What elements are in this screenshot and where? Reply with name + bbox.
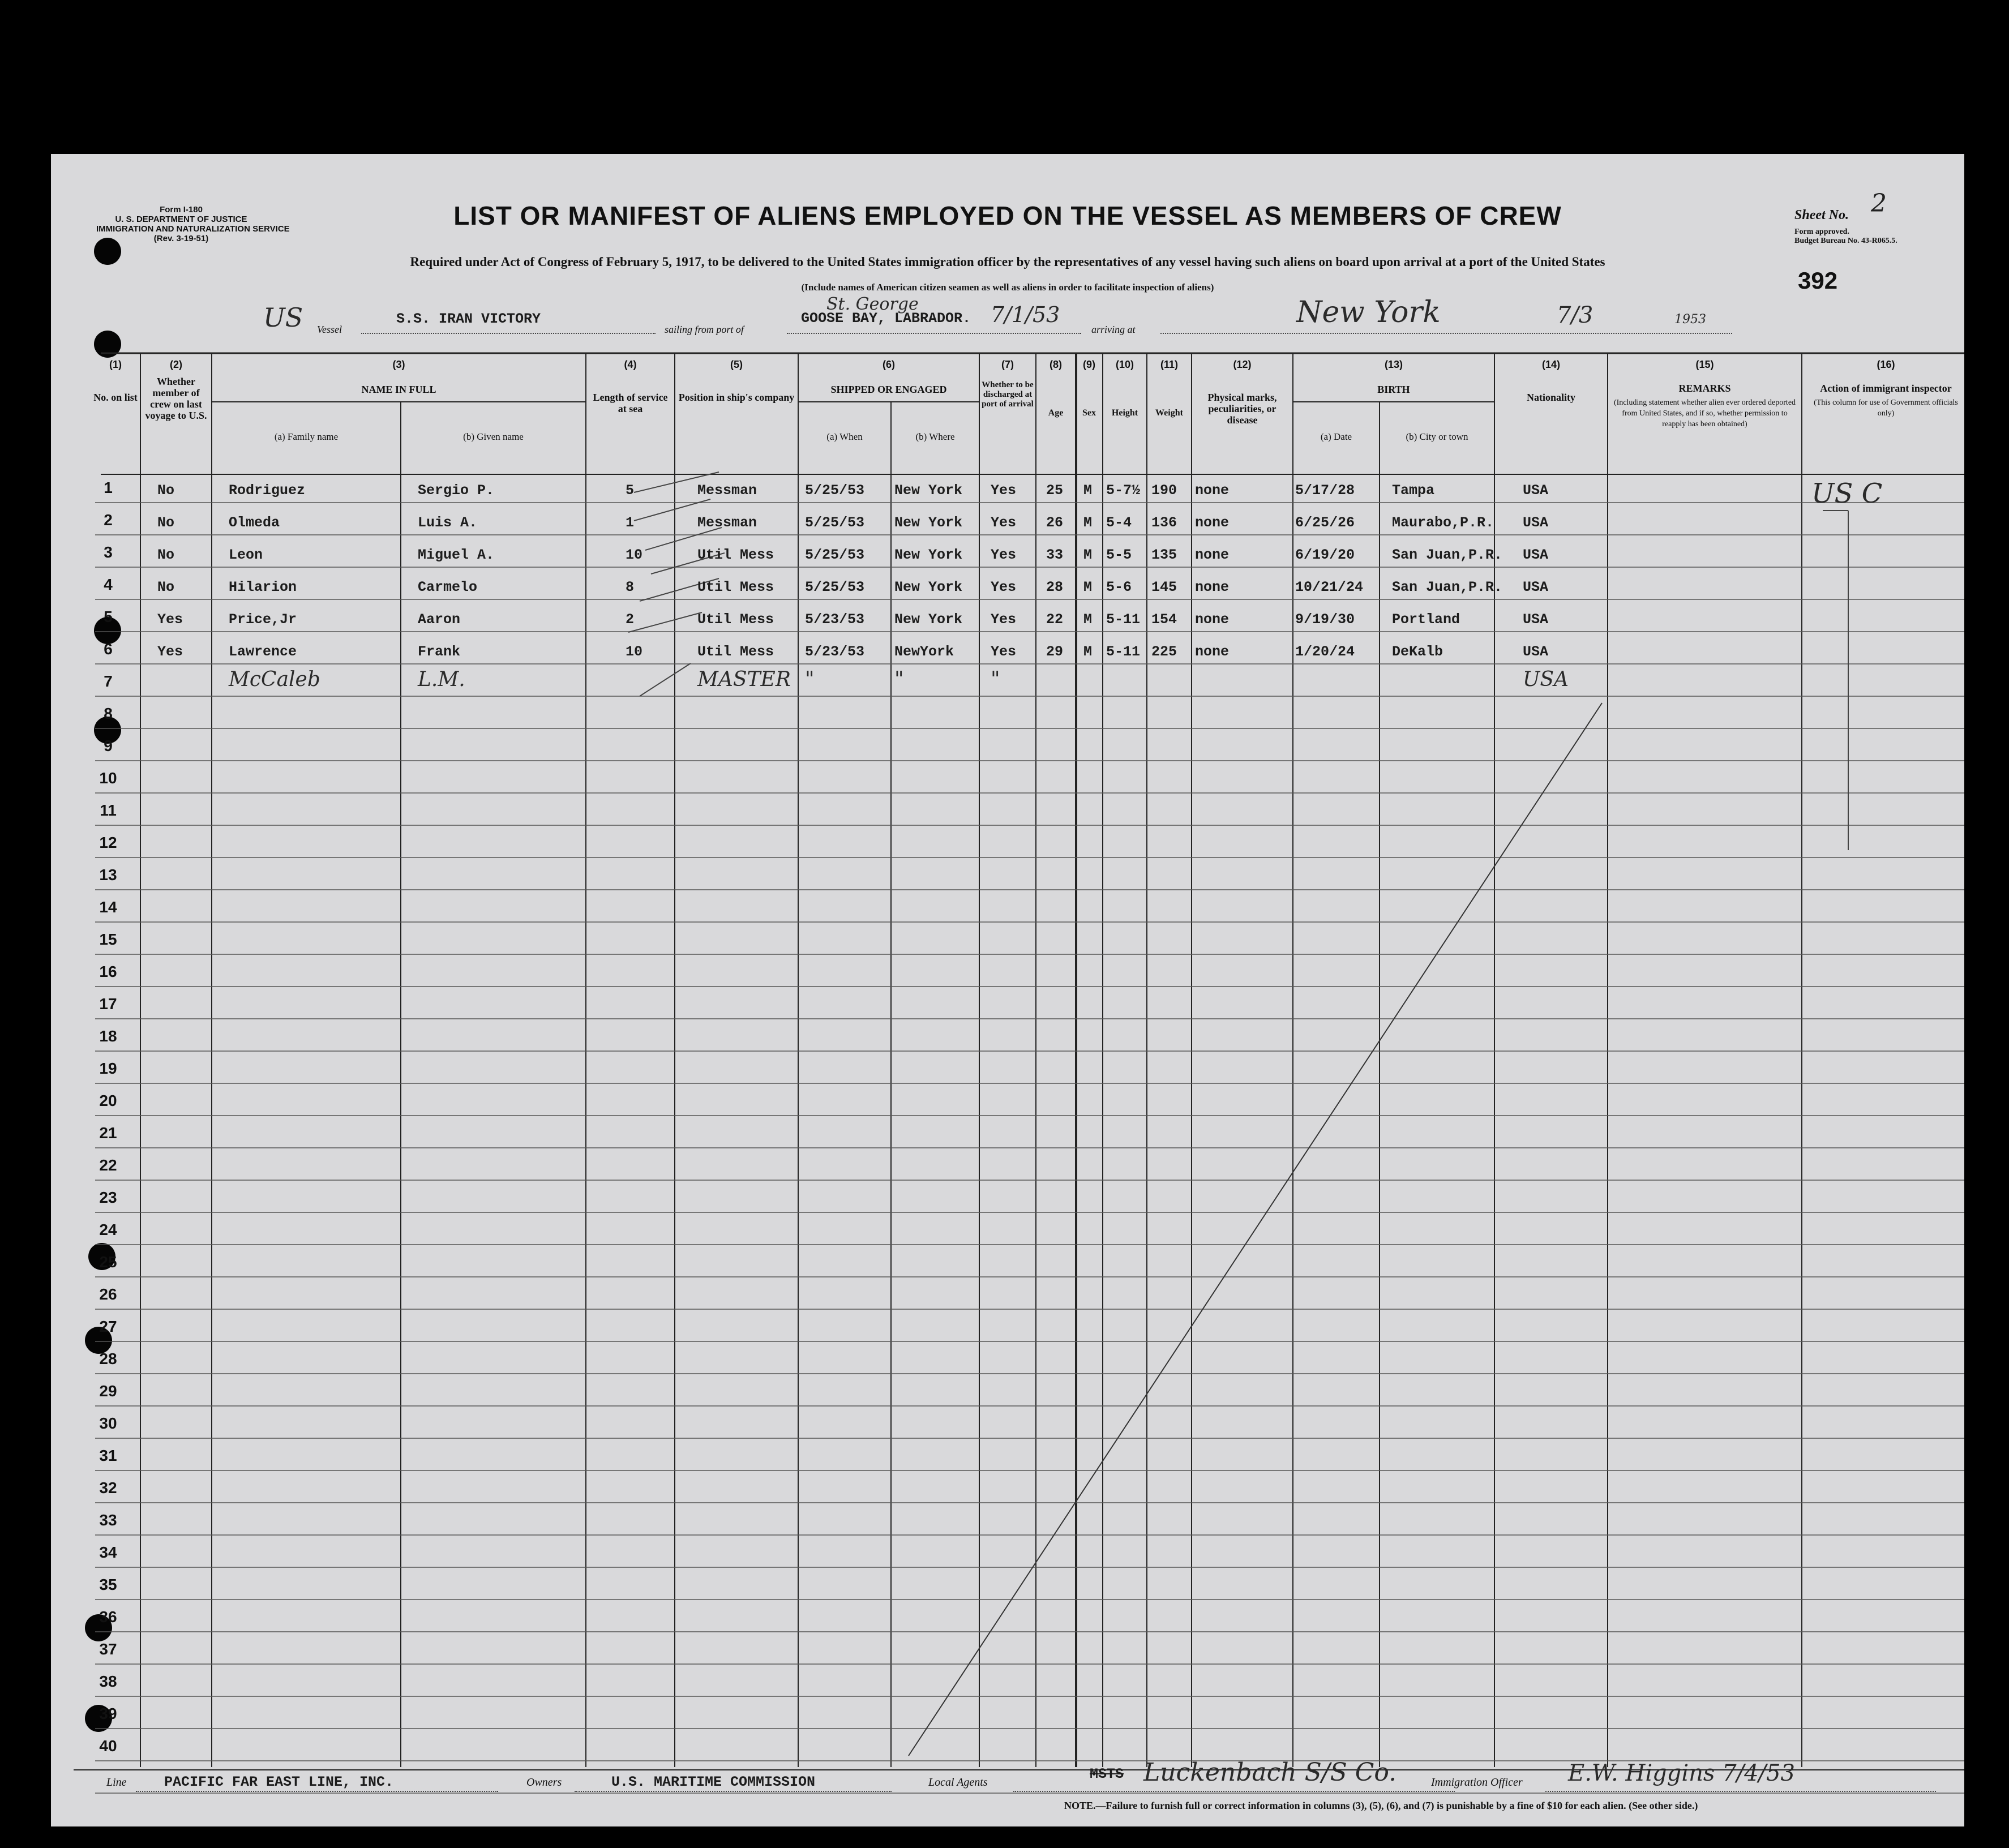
row-number: 21	[99, 1124, 117, 1142]
column-header-name-in-full: NAME IN FULL	[361, 384, 436, 395]
birth-city-cell: Portland	[1392, 611, 1460, 628]
row-number: 17	[99, 995, 117, 1013]
nationality-cell: USA	[1523, 482, 1549, 499]
column-header-inspector-action: Action of immigrant inspector	[1820, 383, 1952, 394]
physical-marks-cell: none	[1195, 611, 1230, 628]
given-name-cell: Aaron	[418, 611, 461, 628]
family-name-cell: Rodriguez	[229, 482, 306, 499]
column-header-prior-voyage: Whether member of crew on last voyage to U.S.	[145, 376, 207, 421]
prior-voyage-cell: No	[157, 547, 175, 563]
nationality-cell: USA	[1523, 668, 1569, 691]
shipped-place-cell: NewYork	[894, 644, 954, 660]
line-underline	[136, 1791, 498, 1792]
birth-city-cell: DeKalb	[1392, 644, 1443, 660]
column-header-birth: BIRTH	[1377, 384, 1410, 395]
weight-cell: 136	[1151, 514, 1177, 531]
shipped-date-cell: 5/23/53	[805, 611, 865, 628]
officer-label: Immigration Officer	[1431, 1776, 1523, 1789]
column-header-nationality: Nationality	[1526, 392, 1575, 403]
column-header-sex: Sex	[1082, 408, 1096, 418]
given-name-cell: Luis A.	[418, 514, 478, 531]
age-cell: 26	[1046, 514, 1064, 531]
position-cell: Util Mess	[697, 644, 774, 660]
shipped-date-cell: 5/25/53	[805, 579, 865, 595]
physical-marks-cell: none	[1195, 547, 1230, 563]
column-number-sex: (9)	[1083, 359, 1095, 370]
row-number: 31	[99, 1447, 117, 1464]
form-revision: (Rev. 3-19-51)	[153, 234, 209, 243]
discharge-cell: Yes	[991, 611, 1017, 628]
row-number: 13	[99, 866, 117, 884]
document-number: 392	[1798, 267, 1838, 294]
arriving-label: arriving at	[1091, 324, 1136, 335]
position-cell: Util Mess	[697, 547, 774, 563]
physical-marks-cell: none	[1195, 514, 1230, 531]
birth-date-cell: 1/20/24	[1295, 644, 1355, 660]
discharge-cell: Yes	[991, 547, 1017, 563]
row-number: 37	[99, 1640, 117, 1658]
row-number: 8	[104, 705, 113, 722]
discharge-cell: "	[991, 668, 1000, 691]
sex-cell: M	[1083, 579, 1093, 595]
shipped-date-cell: 5/25/53	[805, 547, 865, 563]
column-number-remarks: (15)	[1695, 359, 1714, 370]
family-name-cell: Leon	[229, 547, 263, 563]
arrival-date: 7/3	[1557, 302, 1594, 328]
birth-city-cell: San Juan,P.R.	[1392, 579, 1503, 595]
page-subtitle: Required under Act of Congress of February 5, 1917, to be delivered to the United States immigration officer by the representatives of any vessel having such aliens on board upon arrival at a port of the United States	[410, 255, 1605, 269]
column-header-age: Age	[1048, 408, 1064, 418]
column-number-inspector-action: (16)	[1877, 359, 1895, 370]
height-cell: 5-11	[1106, 611, 1141, 628]
position-cell: MASTER	[697, 668, 791, 691]
row-number: 1	[104, 479, 113, 496]
shipped-date-cell: "	[805, 668, 815, 691]
family-name-cell: Hilarion	[229, 579, 297, 595]
manifest-sheet	[51, 154, 1964, 1826]
height-cell: 5-4	[1106, 514, 1132, 531]
column-number-weight: (11)	[1160, 359, 1179, 370]
service-length-cell: 2	[626, 611, 635, 628]
birth-date-cell: 5/17/28	[1295, 482, 1355, 499]
subheader-family-name: (a) Family name	[274, 431, 339, 442]
service-tick-mark	[628, 612, 702, 632]
column-subheader-remarks: (Including statement whether alien ever ordered deported from United States, and if so, whether permission to reapply has been obtained)	[1613, 398, 1796, 428]
age-cell: 25	[1046, 482, 1064, 499]
service-length-cell: 8	[626, 579, 635, 595]
owners-name: U.S. MARITIME COMMISSION	[611, 1774, 816, 1790]
physical-marks-cell: none	[1195, 482, 1230, 499]
row-number: 23	[99, 1189, 117, 1206]
row-number: 32	[99, 1479, 117, 1497]
shipped-date-cell: 5/25/53	[805, 514, 865, 531]
sailing-port-handwritten: St. George	[826, 294, 919, 314]
given-name-cell: Frank	[418, 644, 461, 660]
row-number: 34	[99, 1543, 117, 1561]
row-number: 12	[99, 834, 117, 851]
discharge-cell: Yes	[991, 514, 1017, 531]
discharge-cell: Yes	[991, 579, 1017, 595]
row-number: 11	[100, 801, 117, 819]
arrival-year: 1953	[1674, 312, 1706, 327]
column-number-discharge: (7)	[1001, 359, 1014, 370]
officer-underline	[1545, 1791, 1936, 1792]
position-cell: Messman	[697, 514, 757, 531]
row-number: 28	[99, 1350, 117, 1367]
row-number: 20	[99, 1092, 117, 1109]
nationality-cell: USA	[1523, 547, 1549, 563]
height-cell: 5-11	[1106, 644, 1141, 660]
officer-signature: E.W. Higgins 7/4/53	[1568, 1760, 1795, 1786]
weight-cell: 154	[1151, 611, 1177, 628]
row-number: 38	[99, 1673, 117, 1690]
sex-cell: M	[1083, 547, 1093, 563]
birth-date-cell: 9/19/30	[1295, 611, 1355, 628]
birth-date-cell: 10/21/24	[1295, 579, 1364, 595]
birth-date-cell: 6/25/26	[1295, 514, 1355, 531]
column-header-weight: Weight	[1155, 408, 1183, 418]
row-number: 39	[99, 1705, 117, 1722]
sailing-label: sailing from port of	[665, 324, 744, 335]
position-cell: Messman	[697, 482, 757, 499]
owners-underline	[575, 1791, 892, 1792]
service-length-cell: 10	[626, 644, 643, 660]
sheet-number-label: Sheet No.	[1794, 208, 1849, 222]
line-label: Line	[106, 1776, 127, 1789]
approval-text: Form approved.	[1794, 228, 1849, 236]
discharge-cell: Yes	[991, 644, 1017, 660]
row-number: 2	[104, 511, 113, 529]
subheader-birth-date: (a) Date	[1320, 431, 1352, 442]
nationality-cell: USA	[1523, 514, 1549, 531]
row-number: 3	[104, 543, 113, 561]
nationality-cell: USA	[1523, 611, 1549, 628]
row-number: 29	[99, 1382, 117, 1400]
row-number: 25	[99, 1253, 117, 1271]
agents-struck: MSTS	[1090, 1766, 1124, 1782]
shipped-date-cell: 5/23/53	[805, 644, 865, 660]
owners-label: Owners	[526, 1776, 562, 1789]
service-name: IMMIGRATION AND NATURALIZATION SERVICE	[96, 224, 290, 234]
row-number: 14	[99, 898, 117, 916]
age-cell: 33	[1046, 547, 1064, 563]
age-cell: 22	[1046, 611, 1064, 628]
row-number: 19	[99, 1060, 117, 1077]
row-number: 7	[104, 672, 113, 690]
sailing-date: 7/1/53	[991, 302, 1060, 327]
height-cell: 5-7½	[1106, 482, 1141, 499]
prior-voyage-cell: No	[157, 482, 175, 499]
service-length-cell: 5	[626, 482, 635, 499]
family-name-cell: McCaleb	[229, 668, 320, 691]
weight-cell: 190	[1151, 482, 1177, 499]
column-header-height: Height	[1111, 408, 1138, 418]
weight-cell: 225	[1151, 644, 1177, 660]
given-name-cell: Sergio P.	[418, 482, 495, 499]
family-name-cell: Price,Jr	[229, 611, 297, 628]
given-name-cell: Miguel A.	[418, 547, 495, 563]
family-name-cell: Lawrence	[229, 644, 297, 660]
row-number: 30	[99, 1414, 117, 1432]
column-number-age: (8)	[1050, 359, 1062, 370]
weight-cell: 145	[1151, 579, 1177, 595]
row-number: 6	[104, 640, 113, 658]
shipped-place-cell: "	[894, 668, 904, 691]
row-number: 33	[99, 1511, 117, 1529]
column-number-height: (10)	[1115, 359, 1134, 370]
shipped-place-cell: New York	[894, 482, 963, 499]
given-name-cell: L.M.	[418, 668, 465, 691]
column-number-name-in-full: (3)	[392, 359, 405, 370]
row-number: 9	[104, 737, 113, 754]
agents-name: Luckenbach S/S Co.	[1143, 1758, 1397, 1787]
vessel-label: Vessel	[317, 324, 342, 335]
column-header-discharge: Whether to be discharged at port of arrival	[982, 380, 1034, 409]
prior-voyage-cell: No	[157, 514, 175, 531]
row-number: 27	[99, 1318, 117, 1335]
sex-cell: M	[1083, 514, 1093, 531]
birth-city-cell: Maurabo,P.R.	[1392, 514, 1494, 531]
subheader-birth-city: (b) City or town	[1406, 431, 1468, 442]
height-cell: 5-5	[1106, 547, 1132, 563]
physical-marks-cell: none	[1195, 644, 1230, 660]
vessel-name: S.S. IRAN VICTORY	[396, 311, 541, 327]
cancellation-line	[909, 703, 1602, 1756]
sailing-port: GOOSE BAY, LABRADOR.	[801, 310, 971, 327]
age-cell: 29	[1046, 644, 1064, 660]
shipped-place-cell: New York	[894, 611, 963, 628]
service-length-cell: 10	[626, 547, 643, 563]
nationality-cell: USA	[1523, 644, 1549, 660]
column-number-nationality: (14)	[1541, 359, 1560, 370]
service-length-cell: 1	[626, 514, 635, 531]
sex-cell: M	[1083, 611, 1093, 628]
agents-label: Local Agents	[928, 1776, 988, 1789]
sex-cell: M	[1083, 644, 1093, 660]
voyage-mark: US	[263, 302, 303, 333]
row-number: 4	[104, 576, 113, 593]
column-header-physical-marks: Physical marks, peculiarities, or disease	[1207, 392, 1277, 426]
arrival-port: New York	[1296, 295, 1441, 329]
line-name: PACIFIC FAR EAST LINE, INC.	[164, 1774, 394, 1790]
row-number: 26	[99, 1285, 117, 1303]
age-cell: 28	[1046, 579, 1064, 595]
row-number: 35	[99, 1576, 117, 1593]
height-cell: 5-6	[1106, 579, 1132, 595]
subheader-given-name: (b) Given name	[463, 431, 524, 442]
column-subheader-inspector-action: (This column for use of Government officials only)	[1814, 398, 1958, 418]
given-name-cell: Carmelo	[418, 579, 478, 595]
shipped-place-cell: New York	[894, 514, 963, 531]
prior-voyage-cell: No	[157, 579, 175, 595]
inspector-mark: US C	[1811, 478, 1883, 509]
row-number: 10	[99, 769, 117, 787]
row-number: 36	[99, 1608, 117, 1626]
shipped-place-cell: New York	[894, 547, 963, 563]
sex-cell: M	[1083, 482, 1093, 499]
column-number-position: (5)	[730, 359, 743, 370]
form-number: Form I-180	[160, 205, 203, 215]
physical-marks-cell: none	[1195, 579, 1230, 595]
prior-voyage-cell: Yes	[157, 644, 183, 660]
row-number: 22	[99, 1156, 117, 1174]
row-number: 40	[99, 1737, 117, 1755]
position-cell: Util Mess	[697, 611, 774, 628]
family-name-cell: Olmeda	[229, 514, 280, 531]
column-header-length-of-service: Length of service at sea	[593, 392, 668, 414]
budget-number: Budget Bureau No. 43-R065.5.	[1794, 237, 1897, 245]
service-tick-mark	[640, 663, 691, 696]
subheader-where: (b) Where	[915, 431, 955, 442]
column-number-no-on-list: (1)	[109, 359, 122, 370]
department-name: U. S. DEPARTMENT OF JUSTICE	[115, 215, 247, 224]
prior-voyage-cell: Yes	[157, 611, 183, 628]
birth-city-cell: Tampa	[1392, 482, 1435, 499]
column-header-no-on-list: No. on list	[93, 392, 138, 403]
position-cell: Util Mess	[697, 579, 774, 595]
column-number-shipped-or-engaged: (6)	[883, 359, 895, 370]
discharge-cell: Yes	[991, 482, 1017, 499]
column-number-physical-marks: (12)	[1233, 359, 1252, 370]
column-header-shipped-or-engaged: SHIPPED OR ENGAGED	[830, 384, 947, 395]
row-number: 18	[99, 1027, 117, 1045]
column-header-position: Position in ship's company	[678, 392, 795, 403]
column-number-birth: (13)	[1384, 359, 1403, 370]
weight-cell: 135	[1151, 547, 1177, 563]
row-number: 15	[99, 931, 117, 948]
sheet-number: 2	[1871, 189, 1887, 218]
row-number: 24	[99, 1221, 117, 1238]
column-number-length-of-service: (4)	[624, 359, 637, 370]
subheader-when: (a) When	[826, 431, 863, 442]
column-header-remarks: REMARKS	[1678, 383, 1731, 394]
shipped-date-cell: 5/25/53	[805, 482, 865, 499]
agents-underline	[1013, 1791, 1455, 1792]
birth-date-cell: 6/19/20	[1295, 547, 1355, 563]
column-number-prior-voyage: (2)	[170, 359, 182, 370]
row-number: 16	[99, 963, 117, 980]
row-number: 5	[104, 608, 113, 625]
page-instruction: (Include names of American citizen seamen as well as aliens in order to facilitate inspection of aliens)	[801, 282, 1214, 293]
page-title: LIST OR MANIFEST OF ALIENS EMPLOYED ON THE VESSEL AS MEMBERS OF CREW	[453, 201, 1562, 230]
penalty-note: NOTE.—Failure to furnish full or correct information in columns (3), (5), (6), and (7) is punishable by a fine of $10 for each alien. (See other side.)	[1064, 1800, 1698, 1811]
shipped-place-cell: New York	[894, 579, 963, 595]
nationality-cell: USA	[1523, 579, 1549, 595]
birth-city-cell: San Juan,P.R.	[1392, 547, 1503, 563]
